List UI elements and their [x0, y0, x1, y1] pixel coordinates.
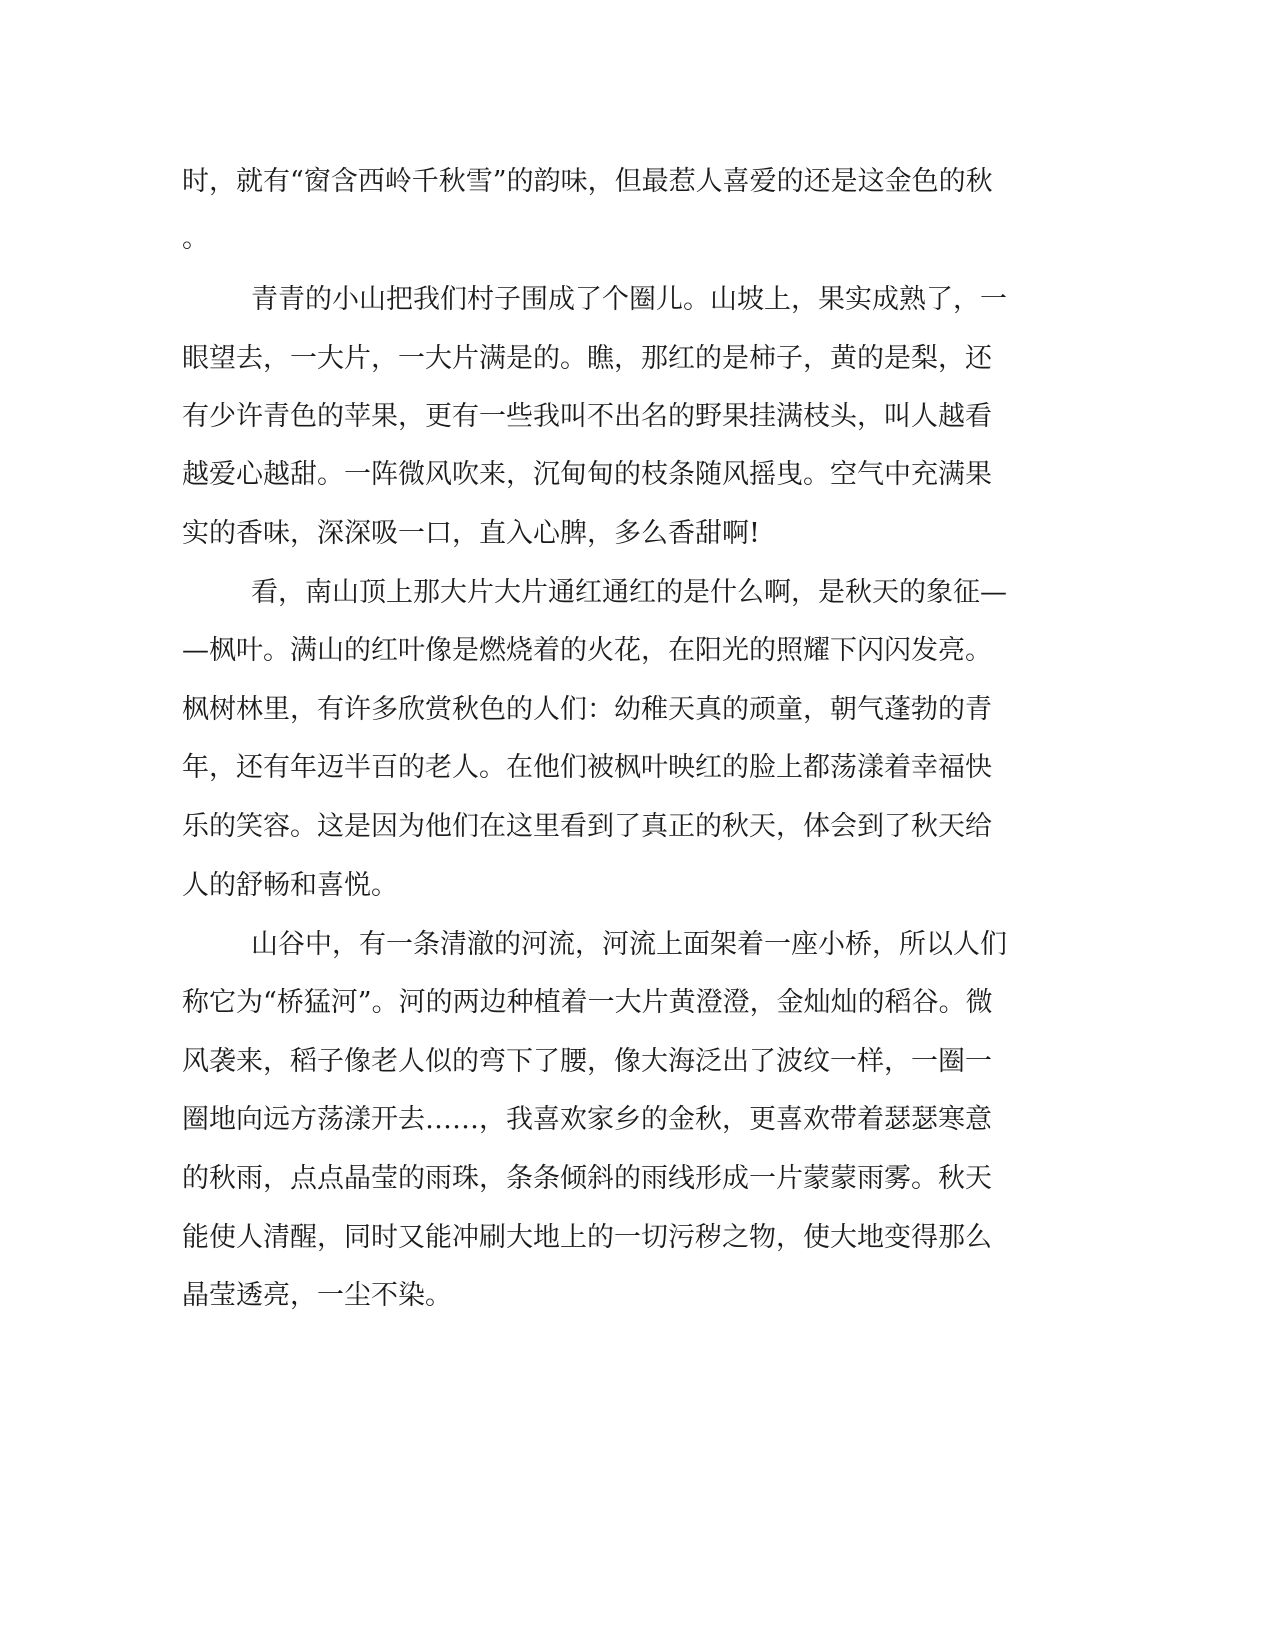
text-line: 实的香味，深深吸一口，直入心脾，多么香甜啊!: [182, 518, 760, 549]
text-line: 时，就有“窗含西岭千秋雪”的韵味，但最惹人喜爱的还是这金色的秋: [182, 166, 993, 197]
text-line: 有少许青色的苹果，更有一些我叫不出名的野果挂满枝头，叫人越看: [182, 401, 992, 432]
text-line: 晶莹透亮，一尘不染。: [182, 1280, 452, 1311]
text-line: 的秋雨，点点晶莹的雨珠，条条倾斜的雨线形成一片蒙蒙雨雾。秋天: [182, 1163, 992, 1194]
text-line: 山谷中，有一条清澈的河流，河流上面架着一座小桥，所以人们: [251, 929, 1007, 960]
text-line: 称它为“桥猛河”。河的两边种植着一大片黄澄澄，金灿灿的稻谷。微: [182, 987, 993, 1018]
text-line: 越爱心越甜。一阵微风吹来，沉甸甸的枝条随风摇曳。空气中充满果: [182, 459, 992, 490]
text-line: 眼望去，一大片，一大片满是的。瞧，那红的是柿子，黄的是梨，还: [182, 343, 992, 374]
text-line: 年，还有年迈半百的老人。在他们被枫叶映红的脸上都荡漾着幸福快: [182, 752, 992, 783]
text-line: 人的舒畅和喜悦。: [182, 870, 398, 901]
text-line: —枫叶。满山的红叶像是燃烧着的火花，在阳光的照耀下闪闪发亮。: [182, 635, 992, 666]
text-line: 乐的笑容。这是因为他们在这里看到了真正的秋天，体会到了秋天给: [182, 811, 992, 842]
text-line: 。: [182, 223, 209, 254]
text-line: 看，南山顶上那大片大片通红通红的是什么啊，是秋天的象征—: [251, 577, 1007, 608]
text-line: 枫树林里，有许多欣赏秋色的人们：幼稚天真的顽童，朝气蓬勃的青: [182, 694, 992, 725]
text-line: 能使人清醒，同时又能冲刷大地上的一切污秽之物，使大地变得那么: [182, 1222, 992, 1253]
text-line: 风袭来，稻子像老人似的弯下了腰，像大海泛出了波纹一样，一圈一: [182, 1046, 992, 1077]
text-line: 圈地向远方荡漾开去……，我喜欢家乡的金秋，更喜欢带着瑟瑟寒意: [182, 1104, 992, 1135]
text-line: 青青的小山把我们村子围成了个圈儿。山坡上，果实成熟了，一: [251, 284, 1007, 315]
